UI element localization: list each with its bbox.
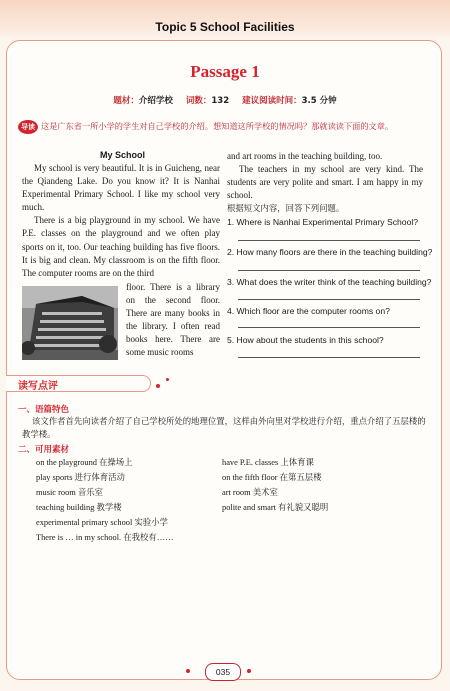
material-item: teaching building 教学楼 [36,503,122,512]
answer-line-5[interactable] [238,357,420,358]
school-building-image [22,286,118,360]
question-5: 5. How about the students in this school? [227,335,384,345]
answer-line-4[interactable] [238,327,420,328]
page-dot-right-icon [247,669,251,673]
material-item: on the fifth floor 在第五层楼 [222,473,322,482]
theme-label: 题材： [113,96,139,106]
topic-title: Topic 5 School Facilities [155,20,295,34]
time-label: 建议阅读时间： [242,96,302,106]
story-paragraph-4: The teachers in my school are very kind. The students are very polite and smart. I am happy in my school. [227,164,423,201]
material-item: play sports 进行体育活动 [36,473,125,482]
guide-text: 这是广东省一所小学的学生对自己学校的介绍。想知道这所学校的情况吗？那就读读下面的文章。 [41,121,394,131]
question-instruction: 根据短文内容，回答下列问题。 [227,203,345,214]
review-title: 读写点评 [18,381,58,392]
material-item: on the playground 在操场上 [36,458,133,467]
material-item: art room 美术室 [222,488,278,497]
school-building-photo [22,286,118,360]
words-label: 词数： [185,96,212,106]
answer-line-3[interactable] [238,299,420,300]
story-paragraph-1: My school is very beautiful. It is in Guicheng, near the Qiandeng Lake. Do you know it? It is Nanhai Experimental Primary School. I like my school very much. [22,163,220,213]
story-left-column [22,162,220,280]
words-value: 132 [211,96,230,106]
section-1-heading: 一、语篇特色 [18,405,70,415]
material-item: There is … in my school. 在我校有…… [36,533,174,542]
material-item: polite and smart 有礼貌又聪明 [222,503,329,512]
page-dot-left-icon [186,669,190,673]
section-2-heading: 二、可用素材 [18,445,70,455]
answer-line-2[interactable] [238,270,420,271]
story-wrap-text: floor. There is a library on the second floor. There are many books in the library. I often read books here. There are some music rooms [126,282,220,358]
material-item: music room 音乐室 [36,488,103,497]
question-1: 1. Where is Nanhai Experimental Primary School? [227,217,419,227]
passage-title: Passage 1 [190,62,260,81]
story-paragraph-3: and art rooms in the teaching building, too. [227,151,383,161]
answer-line-1[interactable] [238,240,420,241]
materials-right-list [222,455,328,515]
story-title: My School [100,150,146,160]
story-paragraph-2: There is a big playground in my school. We have P.E. classes on the playground and we often play sports on it, too. Our teaching building has five floors. It is big and clean. My classroom is on the fifth floor. The computer rooms are on the third [22,215,220,278]
time-value: 3.5 分钟 [301,96,337,106]
passage-meta [0,94,450,106]
story-right-column [227,150,423,215]
decor-dot-icon-small [166,378,169,381]
guide-badge: 导读 [18,120,38,134]
materials-left-list [36,455,173,545]
question-2: 2. How many floors are there in the teaching building? [227,247,433,257]
material-item: have P.E. classes 上体育课 [222,458,314,467]
content-frame [6,40,442,680]
page-number: 035 [205,663,241,681]
section-1-text: 该文作者首先向读者介绍了自己学校所处的地理位置，这样由外向里对学校进行介绍，重点介绍了五层楼的教学楼。 [22,416,426,439]
question-4: 4. Which floor are the computer rooms on? [227,306,390,316]
decor-dot-icon [156,384,160,388]
question-3: 3. What does the writer think of the teaching building? [227,277,432,287]
guide-intro [18,120,428,134]
theme-value: 介绍学校 [138,96,173,106]
material-item: experimental primary school 实验小学 [36,518,168,527]
